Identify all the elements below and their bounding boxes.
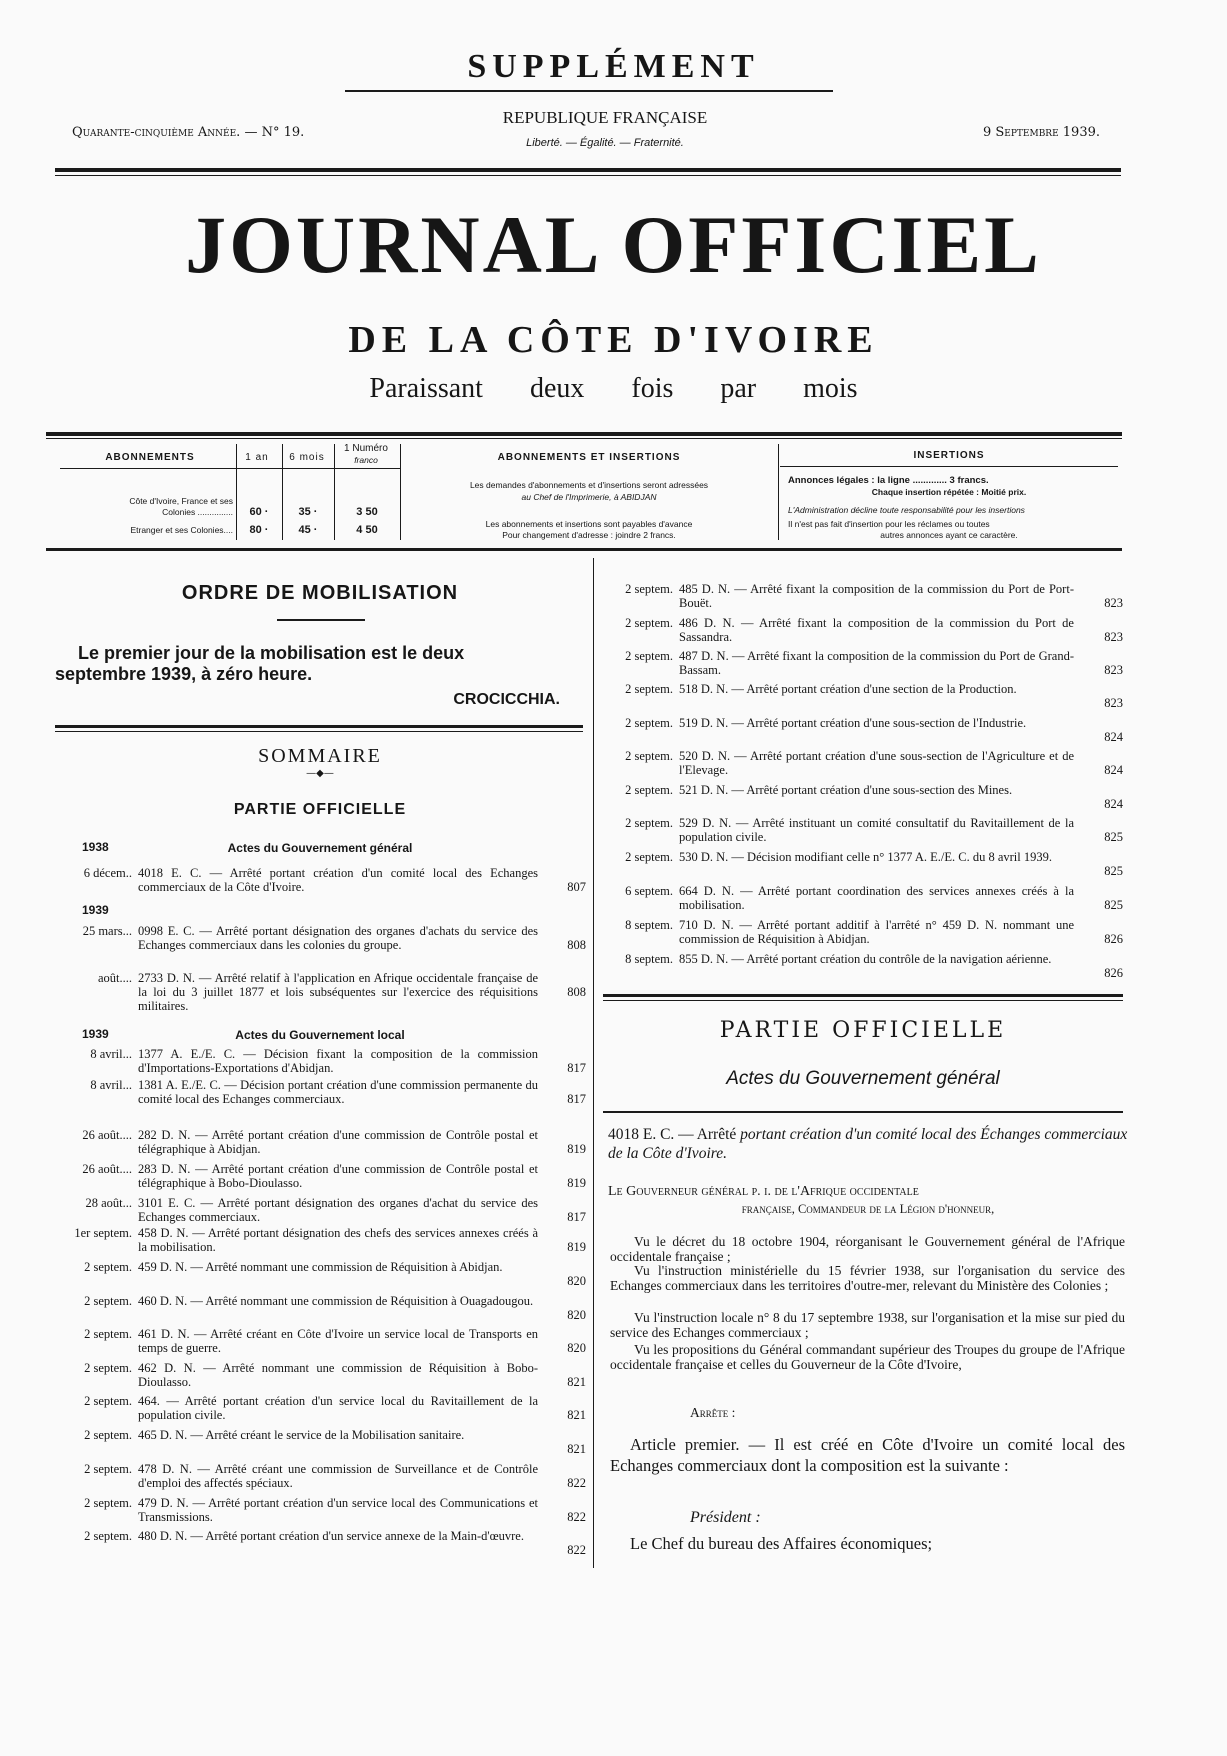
section-year: 1938 — [82, 840, 109, 854]
entry-date: 2 septem. — [84, 1462, 132, 1476]
entry-date: 2 septem. — [625, 783, 673, 797]
entry-text: 465 D. N. — Arrêté créant le service de la Mobilisation sanitaire. — [138, 1428, 465, 1442]
entry-page: 824 — [1104, 730, 1123, 744]
insertions-note: Chaque insertion répétée : Moitié prix. — [871, 487, 1027, 497]
entry-date: 2 septem. — [625, 749, 673, 763]
entry-text: 282 D. N. — Arrêté portant création d'une commission de Contrôle postal et télégraphique à Abidjan. — [138, 1128, 538, 1156]
article-section-title: Actes du Gouvernement général — [726, 1068, 1000, 1089]
entry-page: 821 — [567, 1375, 586, 1389]
considerant: Vu l'instruction ministérielle du 15 février 1938, sur l'organisation du service des Echanges commerciaux dans les territoires d'outre-mer, relevant du Ministère des Colonies ; — [610, 1263, 1125, 1293]
entry-date: 2 septem. — [625, 649, 673, 663]
sommaire-left-list — [52, 0, 586, 1756]
supplement-title: SUPPLÉMENT — [467, 48, 760, 85]
abonnements-note: Pour changement d'adresse : joindre 2 francs. — [502, 530, 676, 540]
article-premier: Article premier. — Il est créé en Côte d'Ivoire un comité local des Echanges commerciaux dont la composition est la suivante : — [610, 1435, 1125, 1475]
sommaire-end-rule-thin — [603, 1000, 1123, 1001]
entry-date: 8 septem. — [625, 952, 673, 966]
entry-text: 479 D. N. — Arrêté portant création d'un service local des Communications et Transmissions. — [138, 1496, 538, 1524]
entry-date: 2 septem. — [625, 816, 673, 830]
entry-page: 822 — [567, 1476, 586, 1490]
col-abonnements: ABONNEMENTS — [105, 452, 195, 463]
entry-page: 823 — [1104, 596, 1123, 610]
entry-text: 0998 E. C. — Arrêté portant désignation des organes d'achats du service des Echanges commerciaux dans les colonies du groupe. — [138, 924, 538, 952]
entry-date: 26 août.... — [82, 1128, 132, 1142]
entry-text: 2733 D. N. — Arrêté relatif à l'application en Afrique occidentale française de la loi du 3 juillet 1877 et lois subséquentes sur l'exercice des réquisitions militaires. — [138, 971, 538, 1013]
article-heading-title: portant création d'un comité local des Échanges commerciaux de la Côte d'Ivoire. — [608, 1126, 1128, 1162]
insertions-title: INSERTIONS — [913, 450, 985, 461]
mobilisation-title: ORDRE DE MOBILISATION — [181, 582, 459, 604]
entry-text: 4018 E. C. — Arrêté portant création d'un comité local des Echanges commerciaux de la Côte d'Ivoire. — [138, 866, 538, 894]
entry-page: 820 — [567, 1341, 586, 1355]
entry-page: 819 — [567, 1142, 586, 1156]
insertions-note: L'Administration décline toute responsabilité pour les insertions — [788, 505, 1025, 515]
entry-date: 6 décem.. — [83, 866, 132, 880]
entry-page: 825 — [1104, 864, 1123, 878]
entry-page: 826 — [1104, 966, 1123, 980]
president-text: Le Chef du bureau des Affaires économiques; — [630, 1534, 933, 1553]
row1-numero: 3 50 — [356, 506, 378, 518]
col-6mois: 6 mois — [289, 452, 325, 463]
entry-page: 817 — [567, 1210, 586, 1224]
entry-page: 820 — [567, 1308, 586, 1322]
entry-date: 2 septem. — [625, 682, 673, 696]
republic-motto: Liberté. — Égalité. — Fraternité. — [526, 137, 684, 149]
entry-text: 855 D. N. — Arrêté portant création du contrôle de la navigation aérienne. — [679, 952, 1052, 966]
issue-date: 9 Septembre 1939. — [982, 125, 1100, 140]
issue-number: Quarante-cinquième Année. — N° 19. — [72, 125, 305, 140]
entry-text: 487 D. N. — Arrêté fixant la composition de la commission du Port de Grand-Bassam. — [679, 649, 1074, 677]
entry-text: 458 D. N. — Arrêté portant désignation des chefs des services annexes créés à la mobilisation. — [138, 1226, 538, 1254]
section-title: Actes du Gouvernement local — [235, 1028, 405, 1042]
row1-label: Côte d'Ivoire, France et ses — [129, 496, 233, 506]
entry-text: 460 D. N. — Arrêté nommant une commission de Réquisition à Ouagadougou. — [138, 1294, 534, 1308]
entry-page: 824 — [1104, 763, 1123, 777]
entry-text: 461 D. N. — Arrêté créant en Côte d'Ivoire un service local de Transports en temps de guerre. — [138, 1327, 538, 1355]
entry-date: 2 septem. — [625, 616, 673, 630]
entry-text: 462 D. N. — Arrêté nommant une commission de Réquisition à Bobo-Dioulasso. — [138, 1361, 538, 1389]
article-heading — [608, 1125, 1128, 1163]
abonnements-note: Les demandes d'abonnements et d'insertions seront adressées — [469, 480, 709, 490]
president-label: Président : — [690, 1509, 761, 1526]
row2-6mois: 45 · — [298, 524, 318, 536]
entry-text: 3101 E. C. — Arrêté portant désignation des organes d'achat du service des Echanges commerciaux. — [138, 1196, 538, 1224]
republic-label: REPUBLIQUE FRANÇAISE — [502, 108, 708, 127]
entry-page: 817 — [567, 1092, 586, 1106]
col-numero: 1 Numéro — [344, 443, 388, 454]
entry-page: 825 — [1104, 830, 1123, 844]
entry-page: 822 — [567, 1543, 586, 1557]
col-franco: franco — [354, 455, 378, 465]
publication-frequency: Paraissant deux fois par mois — [369, 373, 858, 404]
entry-text: 480 D. N. — Arrêté portant création d'un service annexe de la Main-d'œuvre. — [138, 1529, 524, 1543]
governor-line: française, Commandeur de la Légion d'honneur, — [741, 1202, 995, 1216]
entry-text: 529 D. N. — Arrêté instituant un comité consultatif du Ravitaillement de la population civile. — [679, 816, 1074, 844]
entry-date: 2 septem. — [84, 1428, 132, 1442]
entry-date: 2 septem. — [84, 1294, 132, 1308]
entry-page: 808 — [567, 938, 586, 952]
section-year: 1939 — [82, 1027, 109, 1041]
entry-date: 8 septem. — [625, 918, 673, 932]
column-divider — [593, 558, 594, 1568]
entry-date: 2 septem. — [625, 850, 673, 864]
entry-text: 664 D. N. — Arrêté portant coordination des services annexes créés à la mobilisation. — [679, 884, 1074, 912]
mobilisation-signature: CROCICCHIA. — [453, 691, 560, 708]
considerant: Vu le décret du 18 octobre 1904, réorganisant le Gouvernement général de l'Afrique occidentale française ; — [610, 1234, 1125, 1264]
entry-date: 2 septem. — [84, 1361, 132, 1375]
entry-text: 520 D. N. — Arrêté portant création d'une sous-section de l'Agriculture et de l'Elevage. — [679, 749, 1074, 777]
sommaire-ornament: —◆— — [306, 768, 334, 779]
entry-page: 819 — [567, 1176, 586, 1190]
entry-page: 819 — [567, 1240, 586, 1254]
mobilisation-text: septembre 1939, à zéro heure. — [55, 664, 313, 684]
insertions-note: autres annonces ayant ce caractère. — [880, 530, 1018, 540]
entry-date: 8 avril... — [90, 1047, 132, 1061]
row1-label: Colonies ............... — [162, 507, 233, 517]
entry-text: 530 D. N. — Décision modifiant celle n° 1377 A. E./E. C. du 8 avril 1939. — [679, 850, 1053, 864]
entry-text: 1377 A. E./E. C. — Décision fixant la composition de la commission d'Importations-Exportations d'Abidjan. — [138, 1047, 538, 1075]
journal-subtitle: DE LA CÔTE D'IVOIRE — [348, 319, 879, 361]
abonnements-note: Les abonnements et insertions sont payables d'avance — [485, 519, 693, 529]
entry-text: 485 D. N. — Arrêté fixant la composition de la commission du Port de Port-Bouët. — [679, 582, 1074, 610]
abonnements-insertions-title: ABONNEMENTS ET INSERTIONS — [497, 452, 681, 463]
entry-date: 2 septem. — [84, 1529, 132, 1543]
entry-date: 1er septem. — [74, 1226, 132, 1240]
governor-line: Le Gouverneur général p. i. de l'Afrique occidentale — [608, 1184, 919, 1199]
entry-date: 26 août.... — [82, 1162, 132, 1176]
entry-text: 519 D. N. — Arrêté portant création d'une sous-section de l'Industrie. — [679, 716, 1027, 730]
entry-date: 2 septem. — [84, 1260, 132, 1274]
journal-title: JOURNAL OFFICIEL — [185, 199, 1042, 290]
entry-date: 2 septem. — [84, 1394, 132, 1408]
entry-page: 823 — [1104, 663, 1123, 677]
entry-date: 28 août... — [85, 1196, 132, 1210]
section-title: Actes du Gouvernement général — [227, 841, 413, 855]
section-year: 1939 — [82, 903, 109, 917]
entry-text: 464. — Arrêté portant création d'un service local du Ravitaillement de la population civile. — [138, 1394, 538, 1422]
abonnements-note: au Chef de l'Imprimerie, à ABIDJAN — [521, 492, 657, 502]
row2-numero: 4 50 — [356, 524, 378, 536]
entry-page: 820 — [567, 1274, 586, 1288]
entry-text: 521 D. N. — Arrêté portant création d'une sous-section des Mines. — [679, 783, 1013, 797]
entry-page: 821 — [567, 1442, 586, 1456]
entry-date: août.... — [97, 971, 132, 985]
entry-date: 2 septem. — [625, 582, 673, 596]
entry-page: 808 — [567, 985, 586, 999]
sommaire-right-list — [603, 0, 1123, 1756]
entry-text: 459 D. N. — Arrêté nommant une commission de Réquisition à Abidjan. — [138, 1260, 503, 1274]
entry-date: 2 septem. — [84, 1327, 132, 1341]
row2-1an: 80 · — [249, 524, 269, 536]
insertions-note: Annonces légales : la ligne ............. 3 francs. — [788, 475, 989, 486]
article-part-title: PARTIE OFFICIELLE — [719, 1018, 1007, 1043]
row1-1an: 60 · — [249, 506, 269, 518]
entry-text: 478 D. N. — Arrêté créant une commission de Surveillance et de Contrôle d'emploi des affectés spéciaux. — [138, 1462, 538, 1490]
entry-page: 817 — [567, 1061, 586, 1075]
entry-page: 822 — [567, 1510, 586, 1524]
entry-text: 1381 A. E./E. C. — Décision portant création d'une commission permanente du comité local des Echanges commerciaux. — [138, 1078, 538, 1106]
insertions-note: Il n'est pas fait d'insertion pour les réclames ou toutes — [788, 519, 990, 529]
entry-date: 2 septem. — [625, 716, 673, 730]
entry-page: 823 — [1104, 696, 1123, 710]
considerant: Vu les propositions du Général commandant supérieur des Troupes du groupe de l'Afrique occidentale française et celles du Gouverneur de la Côte d'Ivoire, — [610, 1342, 1125, 1372]
entry-page: 824 — [1104, 797, 1123, 811]
entry-text: 518 D. N. — Arrêté portant création d'une section de la Production. — [679, 682, 1017, 696]
entry-text: 283 D. N. — Arrêté portant création d'une commission de Contrôle postal et télégraphique à Bobo-Dioulasso. — [138, 1162, 538, 1190]
article-section-rule — [603, 1111, 1123, 1113]
arrete-label: Arrête : — [690, 1405, 736, 1420]
article-heading-number: 4018 E. C. — Arrêté — [608, 1126, 737, 1143]
entry-text: 710 D. N. — Arrêté portant additif à l'arrêté n° 459 D. N. nommant une commission de Réquisition à Abidjan. — [679, 918, 1074, 946]
entry-date: 6 septem. — [625, 884, 673, 898]
entry-page: 825 — [1104, 898, 1123, 912]
entry-page: 823 — [1104, 630, 1123, 644]
mobilisation-text: Le premier jour de la mobilisation est le deux — [78, 643, 465, 663]
row2-label: Etranger et ses Colonies.... — [130, 525, 233, 535]
entry-date: 25 mars... — [82, 924, 132, 938]
considerant: Vu l'instruction locale n° 8 du 17 septembre 1938, sur l'organisation et la mise sur pied du service des Echanges commerciaux ; — [610, 1310, 1125, 1340]
entry-text: 486 D. N. — Arrêté fixant la composition de la commission du Port de Sassandra. — [679, 616, 1074, 644]
col-1an: 1 an — [245, 452, 269, 463]
entry-date: 2 septem. — [84, 1496, 132, 1510]
row1-6mois: 35 · — [298, 506, 318, 518]
sommaire-end-rule — [603, 994, 1123, 997]
sommaire-title: SOMMAIRE — [258, 745, 382, 767]
entry-page: 826 — [1104, 932, 1123, 946]
entry-page: 807 — [567, 880, 586, 894]
entry-page: 821 — [567, 1408, 586, 1422]
entry-date: 8 avril... — [90, 1078, 132, 1092]
sommaire-part: PARTIE OFFICIELLE — [233, 801, 407, 818]
